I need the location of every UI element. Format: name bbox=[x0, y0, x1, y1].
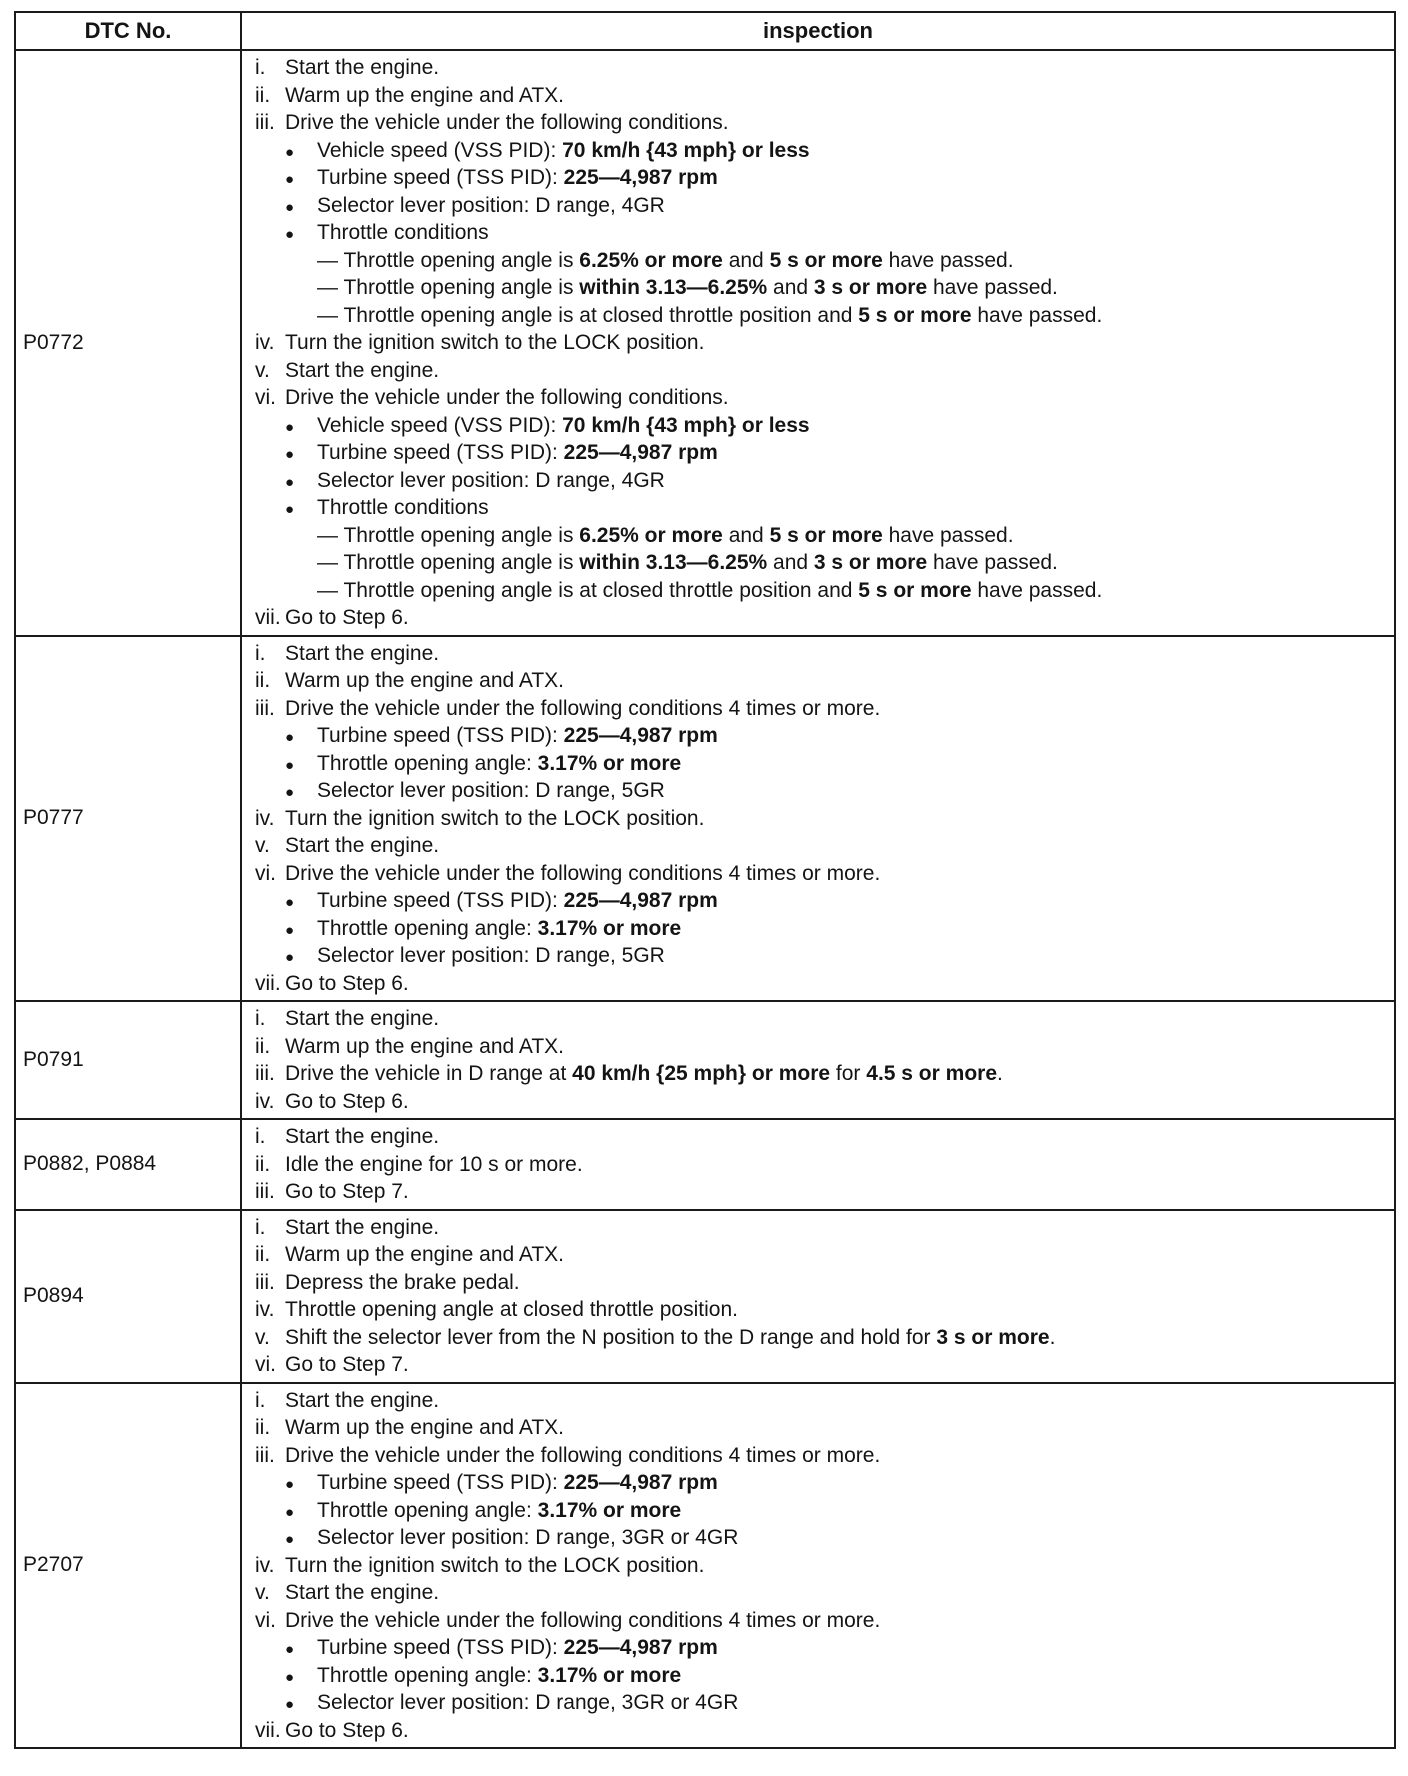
step-text: Warm up the engine and ATX. bbox=[285, 1416, 564, 1439]
condition-bullet bbox=[255, 467, 1388, 495]
inspection-step bbox=[255, 1442, 1388, 1470]
step-number: v. bbox=[255, 1325, 270, 1349]
inspection-step bbox=[255, 970, 1388, 998]
step-text: have passed. bbox=[882, 523, 1014, 547]
dtc-inspection-table bbox=[14, 11, 1396, 1749]
step-text: . bbox=[997, 1062, 1003, 1085]
emphasized-value: within 3.13—6.25% bbox=[579, 276, 768, 299]
condition-bullet bbox=[255, 1497, 1388, 1525]
inspection-step bbox=[255, 384, 1388, 412]
bullet-icon: ● bbox=[285, 1641, 295, 1658]
step-text: Throttle conditions bbox=[317, 496, 489, 519]
inspection-step bbox=[255, 695, 1388, 723]
condition-bullet bbox=[255, 750, 1388, 778]
emphasized-value: 225—4,987 rpm bbox=[563, 1471, 718, 1494]
throttle-sub-condition bbox=[255, 549, 1388, 577]
step-text: Drive the vehicle under the following conditions. bbox=[285, 386, 729, 409]
emphasized-value: within 3.13—6.25% bbox=[579, 551, 768, 574]
inspection-step bbox=[255, 1060, 1388, 1088]
emphasized-value: 3 s or more bbox=[936, 1325, 1050, 1349]
step-text: — Throttle opening angle is at closed throttle position and bbox=[317, 578, 859, 602]
emphasized-value: 6.25% or more bbox=[579, 523, 723, 547]
inspection-step bbox=[255, 1552, 1388, 1580]
step-text: Turbine speed (TSS PID): bbox=[317, 441, 564, 464]
inspection-column-header: inspection bbox=[241, 12, 1395, 50]
step-text: Throttle opening angle at closed throttle position. bbox=[285, 1298, 738, 1321]
step-number: iv. bbox=[255, 806, 275, 830]
step-text: Go to Step 7. bbox=[285, 1180, 409, 1203]
inspection-step bbox=[255, 109, 1388, 137]
bullet-icon: ● bbox=[285, 143, 295, 161]
emphasized-value: 5 s or more bbox=[858, 578, 972, 602]
step-text: Turbine speed (TSS PID): bbox=[317, 1471, 564, 1494]
step-number: ii. bbox=[255, 1243, 271, 1266]
step-number: iv. bbox=[255, 1089, 275, 1113]
condition-bullet bbox=[255, 1469, 1388, 1497]
bullet-icon: ● bbox=[285, 473, 295, 491]
step-text: — Throttle opening angle is at closed throttle position and bbox=[317, 303, 859, 327]
step-text: Vehicle speed (VSS PID): bbox=[317, 413, 563, 437]
step-number: iii. bbox=[255, 696, 275, 720]
emphasized-value: 3.17% or more bbox=[537, 1498, 682, 1522]
step-text: Start the engine. bbox=[285, 834, 440, 857]
step-number: iv. bbox=[255, 1298, 275, 1321]
emphasized-value: 40 km/h {25 mph} or more bbox=[572, 1062, 831, 1085]
step-number: ii. bbox=[255, 83, 271, 107]
inspection-step bbox=[255, 832, 1388, 860]
step-number: ii. bbox=[255, 669, 271, 692]
step-text: Turn the ignition switch to the LOCK position. bbox=[285, 331, 705, 354]
inspection-step bbox=[255, 604, 1388, 632]
condition-bullet bbox=[255, 137, 1388, 165]
step-text: Throttle opening angle: bbox=[317, 916, 538, 940]
step-text: Start the engine. bbox=[285, 1215, 440, 1239]
step-text: Start the engine. bbox=[285, 358, 440, 382]
inspection-step bbox=[255, 640, 1388, 668]
inspection-step bbox=[255, 357, 1388, 385]
step-text: Throttle opening angle: bbox=[317, 1498, 538, 1522]
table-row bbox=[15, 50, 1395, 636]
emphasized-value: 5 s or more bbox=[769, 523, 883, 547]
dtc-code: P0791 bbox=[15, 1001, 241, 1119]
step-text: Warm up the engine and ATX. bbox=[285, 1243, 564, 1266]
emphasized-value: 70 km/h {43 mph} or less bbox=[562, 138, 810, 162]
inspection-steps bbox=[241, 636, 1395, 1002]
condition-bullet bbox=[255, 412, 1388, 440]
bullet-icon: ● bbox=[285, 756, 295, 774]
emphasized-value: 3.17% or more bbox=[537, 916, 682, 940]
step-text: Turbine speed (TSS PID): bbox=[317, 166, 564, 189]
inspection-table-sheet bbox=[14, 11, 1394, 1749]
emphasized-value: 225—4,987 rpm bbox=[563, 889, 718, 912]
bullet-icon: ● bbox=[285, 198, 295, 216]
table-body bbox=[15, 50, 1395, 1748]
dtc-code: P0894 bbox=[15, 1210, 241, 1383]
step-text: have passed. bbox=[882, 248, 1014, 272]
table-row bbox=[15, 636, 1395, 1002]
step-text: Go to Step 6. bbox=[285, 1718, 409, 1742]
step-text: Warm up the engine and ATX. bbox=[285, 1034, 564, 1058]
bullet-icon: ● bbox=[285, 921, 295, 939]
inspection-step bbox=[255, 1151, 1388, 1179]
step-text: Start the engine. bbox=[285, 1388, 440, 1412]
step-text: Drive the vehicle under the following conditions 4 times or more. bbox=[285, 861, 881, 885]
step-number: vi. bbox=[255, 1353, 276, 1376]
bullet-icon: ● bbox=[285, 1503, 295, 1521]
table-row bbox=[15, 1001, 1395, 1119]
dtc-code: P2707 bbox=[15, 1383, 241, 1749]
step-number: vi. bbox=[255, 386, 276, 409]
bullet-icon: ● bbox=[285, 784, 295, 801]
step-text: Selector lever position: D range, 5GR bbox=[317, 944, 665, 967]
inspection-step bbox=[255, 1088, 1388, 1116]
inspection-steps bbox=[241, 1001, 1395, 1119]
step-text: Selector lever position: D range, 3GR or 4GR bbox=[317, 1526, 739, 1549]
emphasized-value: 3 s or more bbox=[813, 276, 928, 299]
step-number: vi. bbox=[255, 861, 276, 885]
step-number: ii. bbox=[255, 1416, 271, 1439]
condition-bullet bbox=[255, 777, 1388, 805]
inspection-steps bbox=[241, 1383, 1395, 1749]
step-text: Start the engine. bbox=[285, 1125, 440, 1148]
step-text: and bbox=[722, 248, 770, 272]
emphasized-value: 3 s or more bbox=[813, 551, 928, 574]
step-number: vi. bbox=[255, 1608, 276, 1632]
emphasized-value: 6.25% or more bbox=[579, 248, 723, 272]
table-row bbox=[15, 1119, 1395, 1210]
dtc-code: P0882, P0884 bbox=[15, 1119, 241, 1210]
step-text: Start the engine. bbox=[285, 1581, 440, 1604]
step-text: Start the engine. bbox=[285, 641, 440, 665]
bullet-icon: ● bbox=[285, 1696, 295, 1713]
table-row bbox=[15, 1210, 1395, 1383]
condition-bullet bbox=[255, 439, 1388, 467]
inspection-step bbox=[255, 1579, 1388, 1607]
step-text: — Throttle opening angle is bbox=[317, 248, 580, 272]
condition-bullet bbox=[255, 494, 1388, 522]
inspection-step bbox=[255, 82, 1388, 110]
bullet-icon: ● bbox=[285, 226, 295, 243]
step-text: Idle the engine for 10 s or more. bbox=[285, 1152, 583, 1176]
inspection-step bbox=[255, 1123, 1388, 1151]
step-text: Vehicle speed (VSS PID): bbox=[317, 138, 563, 162]
step-text: — Throttle opening angle is bbox=[317, 551, 580, 574]
step-text: Selector lever position: D range, 4GR bbox=[317, 193, 665, 217]
dtc-column-header: DTC No. bbox=[15, 12, 241, 50]
inspection-step bbox=[255, 1414, 1388, 1442]
step-number: i. bbox=[255, 1215, 266, 1239]
step-number: vii. bbox=[255, 606, 281, 629]
inspection-step bbox=[255, 1178, 1388, 1206]
step-text: Shift the selector lever from the N position to the D range and hold for bbox=[285, 1325, 937, 1349]
emphasized-value: 5 s or more bbox=[769, 248, 883, 272]
table-header-row bbox=[15, 12, 1395, 50]
step-text: Warm up the engine and ATX. bbox=[285, 669, 564, 692]
inspection-step bbox=[255, 805, 1388, 833]
condition-bullet bbox=[255, 192, 1388, 220]
inspection-step bbox=[255, 1324, 1388, 1352]
step-number: v. bbox=[255, 834, 270, 857]
inspection-step bbox=[255, 1387, 1388, 1415]
step-text: have passed. bbox=[971, 578, 1103, 602]
condition-bullet bbox=[255, 1662, 1388, 1690]
step-number: i. bbox=[255, 1125, 266, 1148]
emphasized-value: 225—4,987 rpm bbox=[563, 441, 718, 464]
bullet-icon: ● bbox=[285, 1476, 295, 1493]
emphasized-value: 5 s or more bbox=[858, 303, 972, 327]
step-number: i. bbox=[255, 1388, 266, 1412]
step-text: have passed. bbox=[927, 276, 1058, 299]
step-text: and bbox=[767, 276, 814, 299]
condition-bullet bbox=[255, 164, 1388, 192]
inspection-step bbox=[255, 1005, 1388, 1033]
step-number: iii. bbox=[255, 1443, 275, 1467]
step-number: i. bbox=[255, 641, 266, 665]
step-text: Turbine speed (TSS PID): bbox=[317, 889, 564, 912]
step-text: Warm up the engine and ATX. bbox=[285, 83, 564, 107]
step-number: ii. bbox=[255, 1152, 271, 1176]
step-text: Drive the vehicle under the following conditions 4 times or more. bbox=[285, 696, 881, 720]
inspection-step bbox=[255, 1214, 1388, 1242]
step-text: Drive the vehicle under the following conditions 4 times or more. bbox=[285, 1443, 881, 1467]
condition-bullet bbox=[255, 1524, 1388, 1552]
bullet-icon: ● bbox=[285, 171, 295, 188]
inspection-steps bbox=[241, 1210, 1395, 1383]
step-text: Go to Step 7. bbox=[285, 1353, 409, 1376]
step-number: iv. bbox=[255, 331, 275, 354]
step-number: iii. bbox=[255, 1062, 275, 1085]
dtc-code: P0772 bbox=[15, 50, 241, 636]
step-text: Start the engine. bbox=[285, 1007, 440, 1030]
step-text: Throttle opening angle: bbox=[317, 751, 538, 775]
step-text: have passed. bbox=[971, 303, 1103, 327]
emphasized-value: 4.5 s or more bbox=[866, 1062, 997, 1085]
condition-bullet bbox=[255, 915, 1388, 943]
inspection-steps bbox=[241, 1119, 1395, 1210]
step-text: Go to Step 6. bbox=[285, 971, 409, 995]
inspection-step bbox=[255, 1607, 1388, 1635]
step-text: . bbox=[1049, 1325, 1056, 1349]
step-text: Throttle conditions bbox=[317, 221, 489, 244]
step-text: Turbine speed (TSS PID): bbox=[317, 724, 564, 747]
emphasized-value: 225—4,987 rpm bbox=[563, 166, 718, 189]
bullet-icon: ● bbox=[285, 1668, 295, 1686]
step-number: ii. bbox=[255, 1034, 271, 1058]
condition-bullet bbox=[255, 1634, 1388, 1662]
step-text: for bbox=[830, 1062, 867, 1085]
inspection-step bbox=[255, 54, 1388, 82]
inspection-step bbox=[255, 667, 1388, 695]
emphasized-value: 225—4,987 rpm bbox=[563, 724, 718, 747]
step-text: — Throttle opening angle is bbox=[317, 523, 580, 547]
step-text: and bbox=[722, 523, 770, 547]
condition-bullet bbox=[255, 887, 1388, 915]
step-text: Turbine speed (TSS PID): bbox=[317, 1636, 564, 1659]
step-text: Throttle opening angle: bbox=[317, 1663, 538, 1687]
emphasized-value: 3.17% or more bbox=[537, 1663, 682, 1687]
step-text: Selector lever position: D range, 3GR or 4GR bbox=[317, 1691, 739, 1714]
step-number: iii. bbox=[255, 1270, 275, 1294]
step-text: have passed. bbox=[927, 551, 1058, 574]
step-text: Turn the ignition switch to the LOCK position. bbox=[285, 1553, 705, 1577]
inspection-step bbox=[255, 1269, 1388, 1297]
bullet-icon: ● bbox=[285, 729, 295, 746]
emphasized-value: 225—4,987 rpm bbox=[563, 1636, 718, 1659]
step-text: Selector lever position: D range, 4GR bbox=[317, 468, 665, 492]
step-number: vii. bbox=[255, 971, 281, 995]
step-text: Go to Step 6. bbox=[285, 606, 409, 629]
throttle-sub-condition bbox=[255, 522, 1388, 550]
condition-bullet bbox=[255, 942, 1388, 970]
table-row bbox=[15, 1383, 1395, 1749]
step-number: i. bbox=[255, 56, 266, 79]
step-text: Selector lever position: D range, 5GR bbox=[317, 779, 665, 802]
bullet-icon: ● bbox=[285, 418, 295, 436]
condition-bullet bbox=[255, 722, 1388, 750]
bullet-icon: ● bbox=[285, 949, 295, 966]
step-text: Drive the vehicle under the following conditions. bbox=[285, 111, 729, 134]
condition-bullet bbox=[255, 1689, 1388, 1717]
step-text: Drive the vehicle in D range at bbox=[285, 1062, 573, 1085]
step-number: iv. bbox=[255, 1553, 275, 1577]
inspection-step bbox=[255, 1033, 1388, 1061]
step-number: vii. bbox=[255, 1718, 281, 1742]
throttle-sub-condition bbox=[255, 247, 1388, 275]
throttle-sub-condition bbox=[255, 577, 1388, 605]
inspection-step bbox=[255, 329, 1388, 357]
inspection-step bbox=[255, 1351, 1388, 1379]
step-number: iii. bbox=[255, 111, 275, 134]
emphasized-value: 70 km/h {43 mph} or less bbox=[562, 413, 810, 437]
inspection-step bbox=[255, 860, 1388, 888]
inspection-step bbox=[255, 1241, 1388, 1269]
step-number: i. bbox=[255, 1007, 266, 1030]
step-text: and bbox=[767, 551, 814, 574]
step-text: Depress the brake pedal. bbox=[285, 1270, 520, 1294]
emphasized-value: 3.17% or more bbox=[537, 751, 682, 775]
step-text: Turn the ignition switch to the LOCK position. bbox=[285, 806, 705, 830]
inspection-step bbox=[255, 1717, 1388, 1745]
bullet-icon: ● bbox=[285, 501, 295, 518]
step-text: Go to Step 6. bbox=[285, 1089, 409, 1113]
step-number: iii. bbox=[255, 1180, 275, 1203]
step-text: — Throttle opening angle is bbox=[317, 276, 580, 299]
step-number: v. bbox=[255, 358, 270, 382]
inspection-steps bbox=[241, 50, 1395, 636]
bullet-icon: ● bbox=[285, 446, 295, 463]
bullet-icon: ● bbox=[285, 1531, 295, 1548]
step-text: Drive the vehicle under the following conditions 4 times or more. bbox=[285, 1608, 881, 1632]
throttle-sub-condition bbox=[255, 274, 1388, 302]
condition-bullet bbox=[255, 219, 1388, 247]
dtc-code: P0777 bbox=[15, 636, 241, 1002]
step-text: Start the engine. bbox=[285, 56, 440, 79]
bullet-icon: ● bbox=[285, 894, 295, 911]
step-number: v. bbox=[255, 1581, 270, 1604]
throttle-sub-condition bbox=[255, 302, 1388, 330]
inspection-step bbox=[255, 1296, 1388, 1324]
